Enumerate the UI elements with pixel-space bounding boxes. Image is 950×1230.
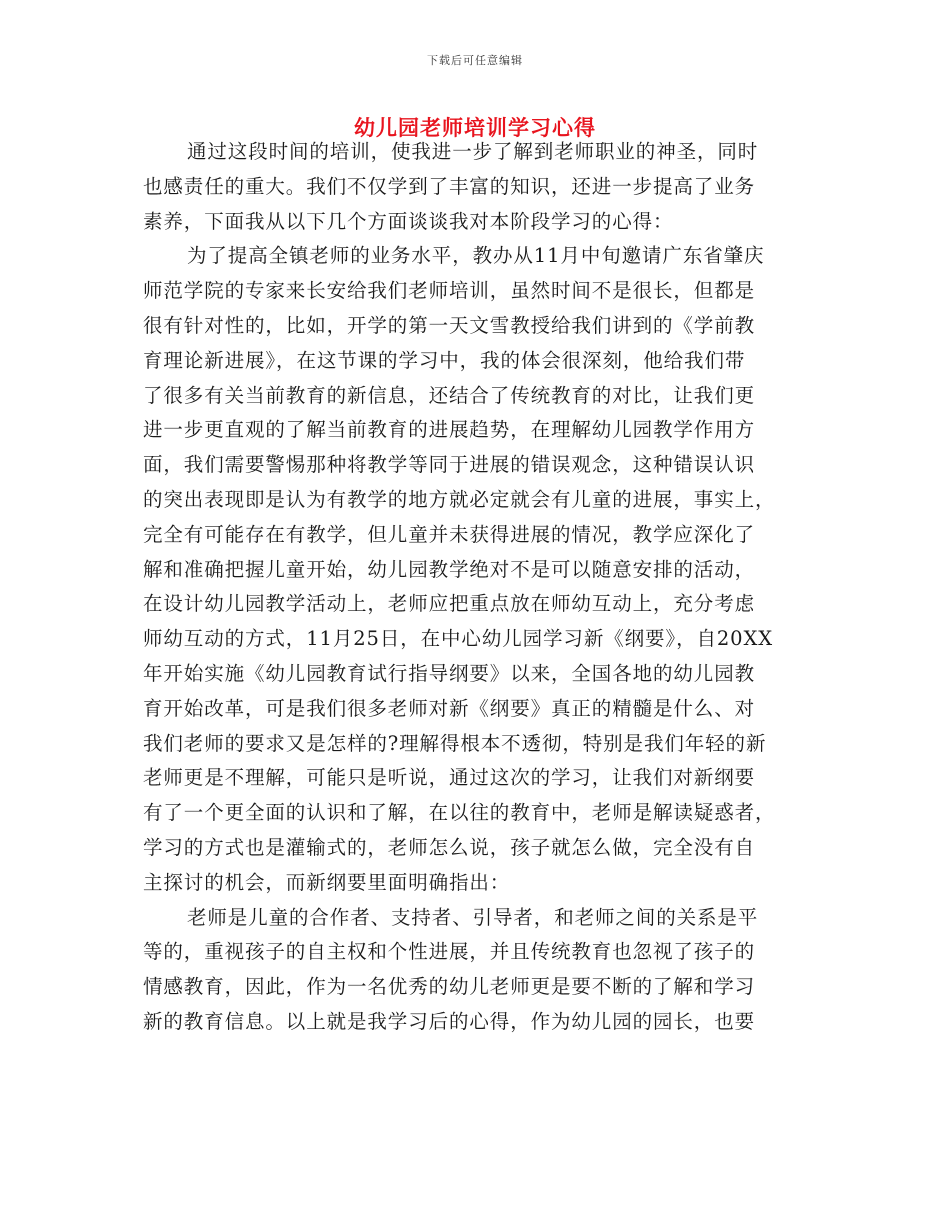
text-line: 为了提高全镇老师的业务水平，教办从11月中旬邀请广东省肇庆	[187, 244, 765, 268]
document-body	[143, 135, 809, 1040]
text-line: 有了一个更全面的认识和了解，在以往的教育中，老师是解读疑惑者，	[143, 801, 776, 825]
paragraph	[143, 239, 809, 900]
text-line: 我们老师的要求又是怎样的?理解得根本不透彻，特别是我们年轻的新	[143, 731, 767, 755]
text-line: 完全有可能存在有教学，但儿童并未获得进展的情况，教学应深化了	[143, 522, 756, 546]
text-line: 主探讨的机会，而新纲要里面明确指出：	[143, 870, 511, 894]
text-line: 在设计幼儿园教学活动上，老师应把重点放在师幼互动上，充分考虑	[143, 592, 756, 616]
text-line: 学习的方式也是灌输式的，老师怎么说，孩子就怎么做，完全没有自	[143, 835, 756, 859]
text-line: 老师更是不理解，可能只是听说，通过这次的学习，让我们对新纲要	[143, 766, 756, 790]
text-line: 新的教育信息。以上就是我学习后的心得，作为幼儿园的园长，也要	[143, 1009, 756, 1033]
paragraph	[143, 135, 809, 239]
text-line: 很有针对性的，比如，开学的第一天文雪教授给我们讲到的《学前教	[143, 313, 756, 337]
text-line: 老师是儿童的合作者、支持者、引导者，和老师之间的关系是平	[187, 905, 759, 929]
text-line: 情感教育，因此，作为一名优秀的幼儿老师更是要不断的了解和学习	[143, 975, 756, 999]
text-line: 进一步更直观的了解当前教育的进展趋势，在理解幼儿园教学作用方	[143, 418, 756, 442]
text-line: 也感责任的重大。我们不仅学到了丰富的知识，还进一步提高了业务	[143, 174, 756, 198]
text-line: 的突出表现即是认为有教学的地方就必定就会有儿童的进展，事实上，	[143, 487, 776, 511]
text-line: 通过这段时间的培训，使我进一步了解到老师职业的神圣，同时	[187, 140, 759, 163]
header-note: 下载后可任意编辑	[427, 54, 523, 67]
text-line: 年开始实施《幼儿园教育试行指导纲要》以来，全国各地的幼儿园教	[143, 661, 756, 685]
text-line: 面，我们需要警惕那种将教学等同于进展的错误观念，这种错误认识	[143, 453, 756, 477]
text-line: 育开始改革，可是我们很多老师对新《纲要》真正的精髓是什么、对	[143, 696, 756, 720]
text-line: 师幼互动的方式，11月25日，在中心幼儿园学习新《纲要》，自20XX	[143, 627, 774, 651]
text-line: 素养，下面我从以下几个方面谈谈我对本阶段学习的心得：	[143, 209, 674, 233]
text-line: 等的，重视孩子的自主权和个性进展，并且传统教育也忽视了孩子的	[143, 940, 756, 964]
text-line: 师范学院的专家来长安给我们老师培训，虽然时间不是很长，但都是	[143, 279, 756, 303]
text-line: 育理论新进展》，在这节课的学习中，我的体会很深刻，他给我们带	[143, 348, 746, 372]
document-title: 幼儿园老师培训学习心得	[354, 115, 596, 140]
text-line: 了很多有关当前教育的新信息，还结合了传统教育的对比，让我们更	[143, 383, 756, 407]
text-line: 解和准确把握儿童开始，幼儿园教学绝对不是可以随意安排的活动，	[143, 557, 756, 581]
paragraph	[143, 901, 809, 1040]
